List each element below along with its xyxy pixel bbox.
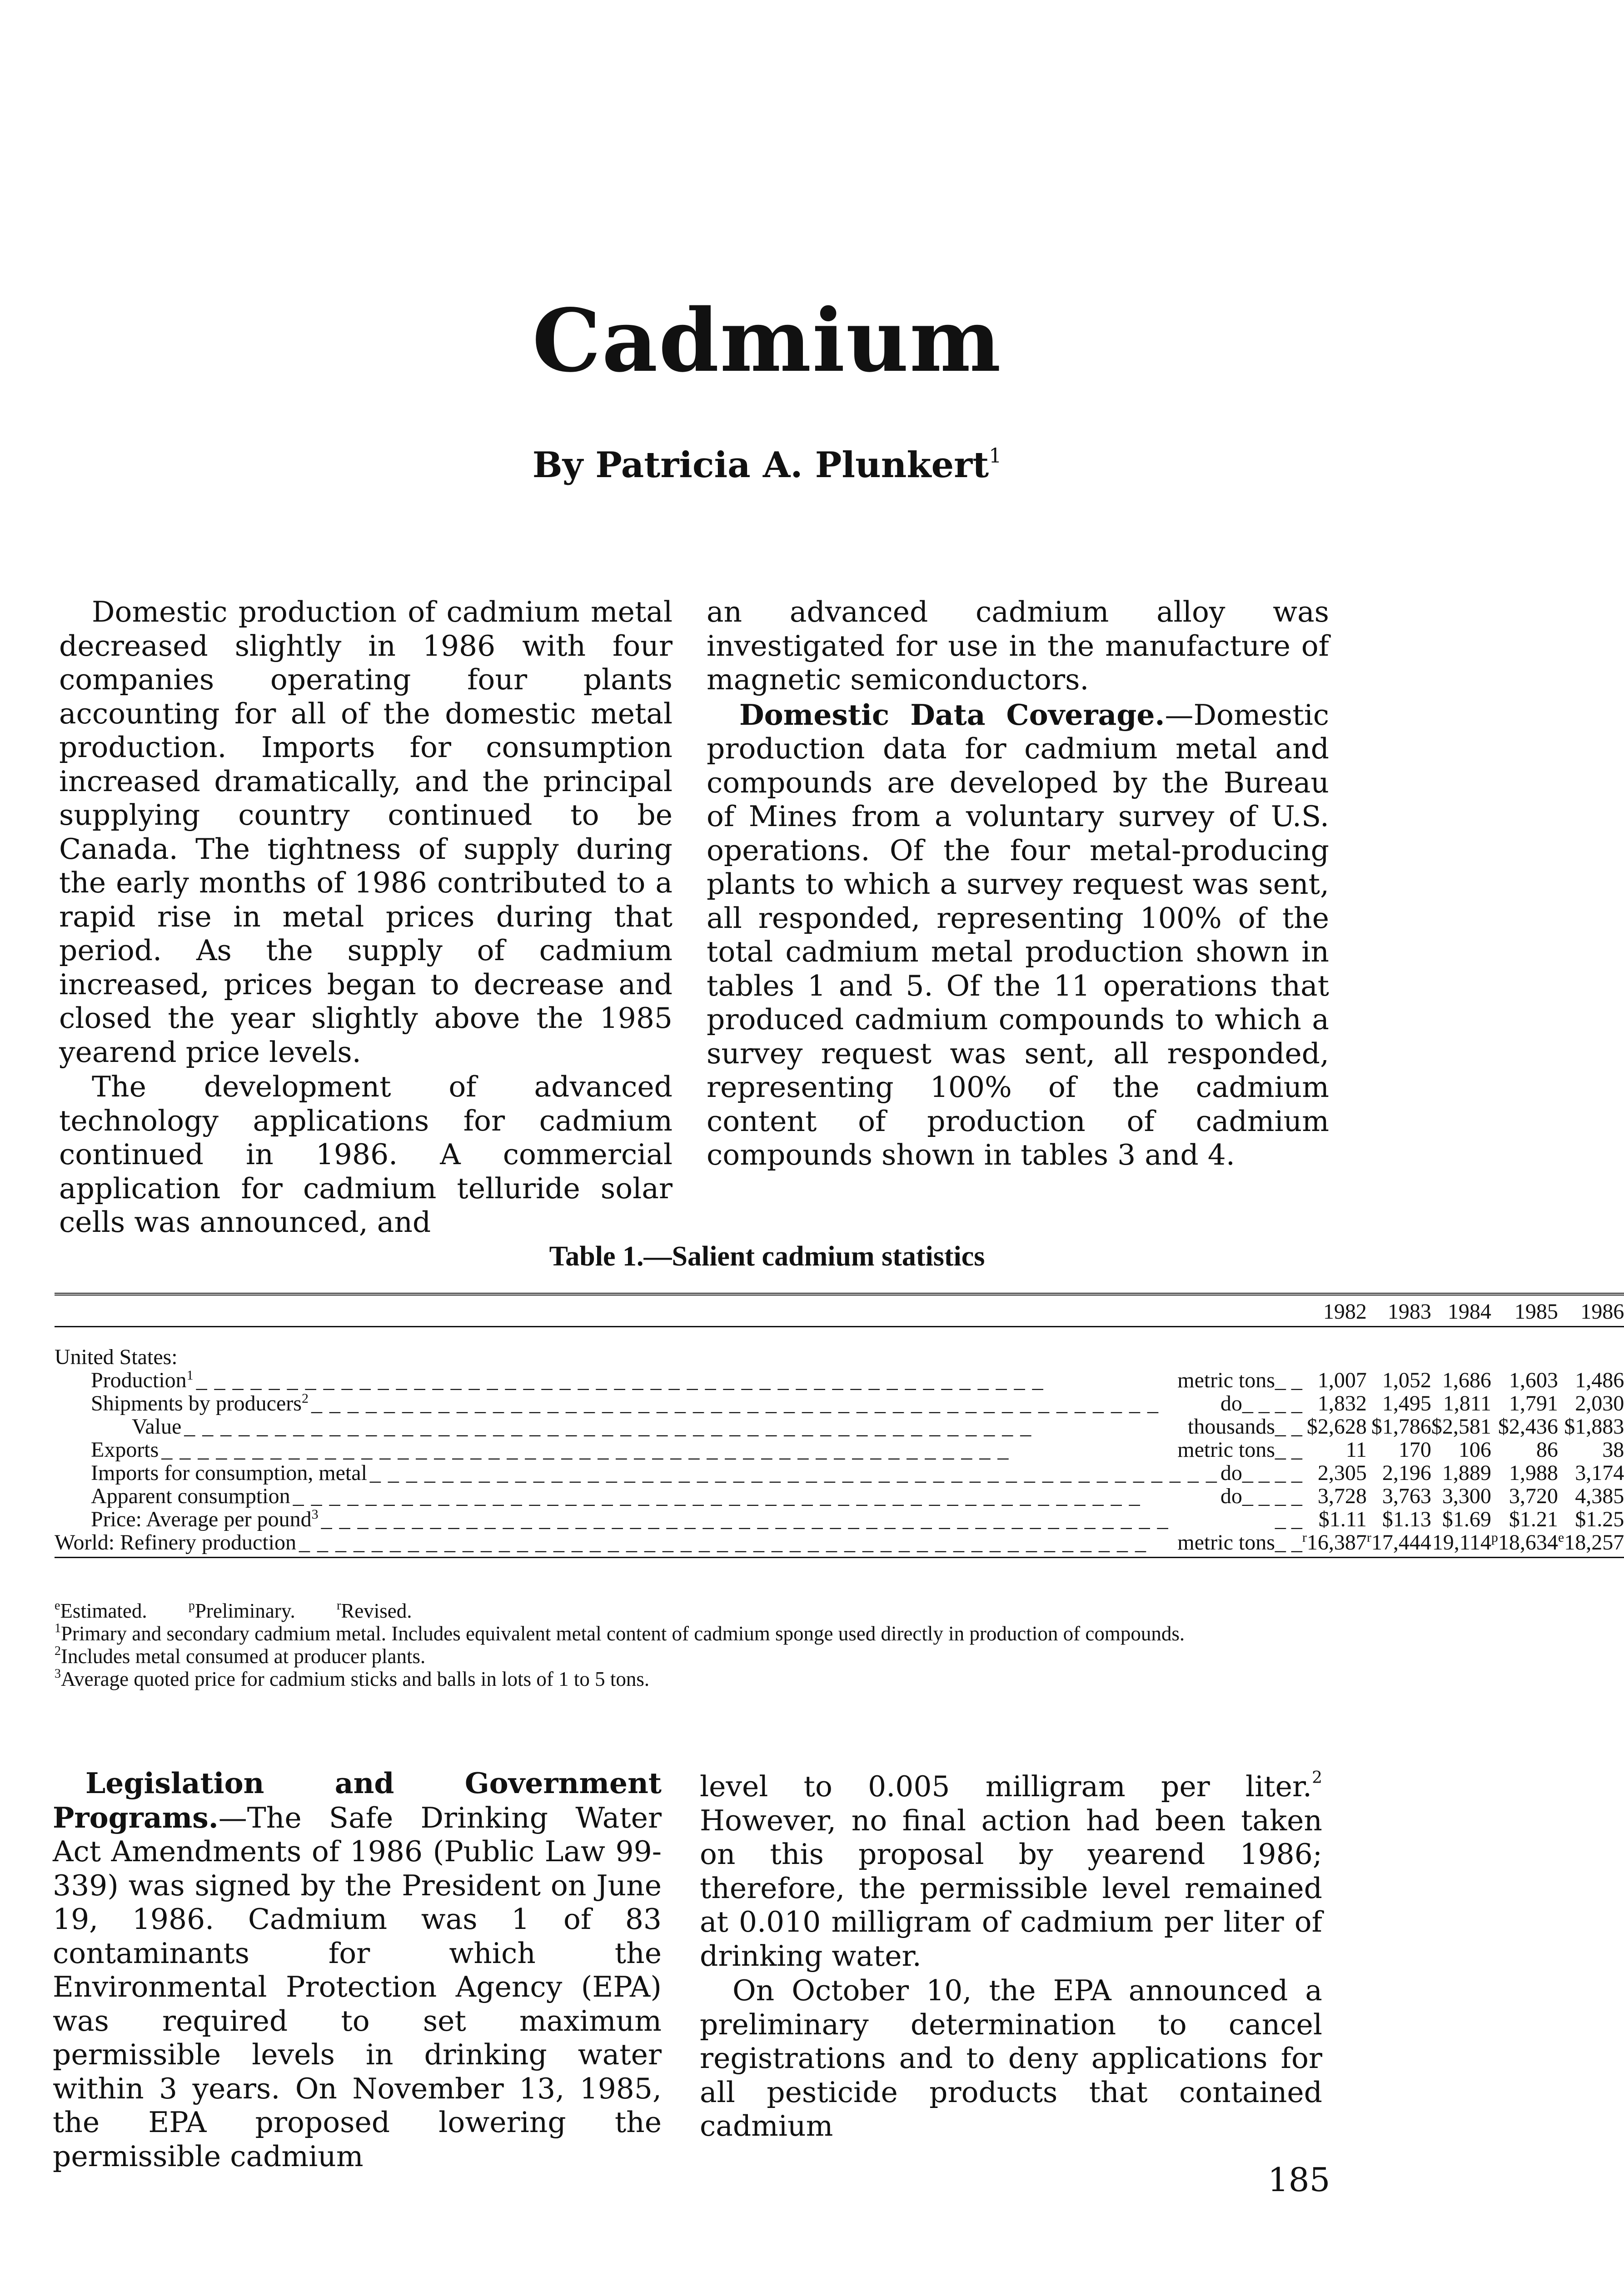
body-column-left: [53, 1766, 662, 2173]
table-row: Shipments by producers$^2$ _ _ _ _ _ _ _ _ _ _ _ _ _ _ _ _ _ _ _ _ _ _ _ _ _ _ _ _ _ _ _ _ _ _ _ _ _ _ _ _ _ _ _ _ _ _ _ do _ _ _ _ 1,832 1,495 1,811 1,791 2,030: [91, 1391, 1624, 1415]
table-row: Production$^1$ _ _ _ _ _ _ _ _ _ _ _ _ _ _ _ _ _ _ _ _ _ _ _ _ _ _ _ _ _ _ _ _ _ _ _ _ _ _ _ _ _ _ _ _ _ _ _ metric tons _ _ 1,007 1,052 1,686 1,603 1,486: [91, 1368, 1624, 1392]
author-name: By Patricia A. Plunkert: [532, 444, 989, 486]
cell: $1,883: [1564, 1415, 1624, 1439]
cell: 19,114: [1431, 1531, 1491, 1558]
cell: 3,174: [1575, 1461, 1624, 1485]
row-unit: metric tons: [1177, 1530, 1275, 1555]
paragraph: The development of advanced technology applications for cadmium continued in 1986. A commercial application for cadmium telluride solar cells was announced, and: [59, 1070, 673, 1239]
cell: $2,628: [1306, 1415, 1367, 1439]
cell: 1,486: [1575, 1368, 1624, 1392]
row-label: Apparent consumption: [91, 1484, 290, 1508]
cell: 4,385: [1575, 1484, 1624, 1508]
cell: 3,728: [1317, 1484, 1367, 1508]
row-unit: do: [1220, 1461, 1242, 1485]
cell: 1,603: [1509, 1368, 1558, 1392]
footnote: $^1$Primary and secondary cadmium metal. Includes equivalent metal content of cadmium sponge used directly in production of compounds.: [55, 1621, 1185, 1645]
table-header-label: [55, 1294, 1302, 1327]
table-section-row: [55, 1327, 1624, 1369]
cell: $2,581: [1431, 1415, 1491, 1439]
cell: $^r$17,444: [1367, 1531, 1431, 1558]
page-number: 185: [1268, 2161, 1330, 2199]
row-unit: do: [1220, 1484, 1242, 1508]
table-title: Table 1.—Salient cadmium statistics: [549, 1241, 985, 1272]
paragraph-text: —The Safe Drinking Water Act Amendments of 1986 (Public Law 99-339) was signed by the President on June 19, 1986. Cadmium was 1 of 83 contaminants for which the Environmental Protection Agency (EPA) was required to set maximum permissible levels in drinking water within 3 years. On November 13, 1985, the EPA proposed lowering the permissible cadmium: [53, 1801, 662, 2173]
footnote: $^2$Includes metal consumed at producer plants.: [55, 1644, 426, 1668]
year-header: 1984: [1431, 1294, 1491, 1327]
body-column-right: [700, 1770, 1322, 2143]
cell: 1,007: [1317, 1368, 1367, 1392]
year-header: 1982: [1302, 1294, 1367, 1327]
cell: $1.25: [1575, 1507, 1624, 1531]
paragraph: Domestic production of cadmium metal decreased slightly in 1986 with four companies operating four plants accounting for all of the domestic metal production. Imports for consumption increased dramatically, and the principal supplying country continued to be Canada. The tightness of supply during the early months of 1986 contributed to a rapid rise in metal prices during that period. As the supply of cadmium increased, prices began to decrease and closed the year slightly above the 1985 yearend price levels.: [59, 595, 673, 1069]
cell: 1,988: [1509, 1461, 1558, 1485]
cell: 1,495: [1382, 1391, 1431, 1415]
paragraph-text: —Domestic production data for cadmium metal and compounds are developed by the Bureau of Mines from a voluntary survey of U.S. operations. Of the four metal-producing plants to which a survey request was sent, all responded, representing 100% of the total cadmium metal production shown in tables 1 and 5. Of the 11 operations that produced cadmium compounds to which a survey request was sent, all responded, representing 100% of the cadmium content of production of cadmium compounds shown in tables 3 and 4.: [707, 698, 1329, 1171]
cell: $1.21: [1509, 1507, 1558, 1531]
cell: 1,791: [1509, 1391, 1558, 1415]
row-label: Imports for consumption, metal: [91, 1461, 367, 1485]
cell: 11: [1345, 1438, 1367, 1462]
table-row: Value _ _ _ _ _ _ _ _ _ _ _ _ _ _ _ _ _ _ _ _ _ _ _ _ _ _ _ _ _ _ _ _ _ _ _ _ _ _ _ _ _ _ _ _ _ _ _ thousands _ _ $2,628 $1,786 $2,581 $2,436 $1,883: [132, 1415, 1624, 1439]
cell: 1,686: [1442, 1368, 1491, 1392]
row-label: Value: [132, 1415, 182, 1439]
table-header-row: [55, 1294, 1624, 1327]
row-unit: thousands: [1187, 1415, 1275, 1439]
cell: $2,436: [1498, 1415, 1558, 1439]
table-row: Exports _ _ _ _ _ _ _ _ _ _ _ _ _ _ _ _ _ _ _ _ _ _ _ _ _ _ _ _ _ _ _ _ _ _ _ _ _ _ _ _ _ _ _ _ _ _ _ metric tons _ _ 11 170 106 86 38: [91, 1438, 1624, 1462]
paragraph: [53, 1766, 662, 2173]
paragraph: On October 10, the EPA announced a preliminary determination to cancel registrations and to deny applications for all pesticide products that contained cadmium: [700, 1974, 1322, 2142]
cell: 1,811: [1443, 1391, 1491, 1415]
cell: $1.11: [1318, 1507, 1367, 1531]
salient-statistics-table: [55, 1293, 1624, 1558]
row-unit: do: [1220, 1391, 1242, 1415]
cell: $1,786: [1371, 1415, 1431, 1439]
year-header: 1983: [1367, 1294, 1431, 1327]
footnote: $^3$Average quoted price for cadmium sticks and balls in lots of 1 to 5 tons.: [55, 1667, 650, 1690]
paragraph: [707, 698, 1329, 1172]
cell: $^r$16,387: [1302, 1531, 1367, 1558]
cell: 2,196: [1382, 1461, 1431, 1485]
cell: $1.13: [1382, 1507, 1431, 1531]
row-label: Exports: [91, 1438, 159, 1462]
cell: 1,052: [1382, 1368, 1431, 1392]
cell: 38: [1602, 1438, 1624, 1462]
row-label: Production$^1$: [91, 1368, 194, 1392]
table-row: Apparent consumption _ _ _ _ _ _ _ _ _ _ _ _ _ _ _ _ _ _ _ _ _ _ _ _ _ _ _ _ _ _ _ _ _ _ _ _ _ _ _ _ _ _ _ _ _ _ _ do _ _ _ _ 3,728 3,763 3,300 3,720 4,385: [91, 1484, 1624, 1508]
table-footnotes: [55, 1599, 1327, 1690]
cell: 3,300: [1442, 1484, 1491, 1508]
section-heading-legislation: Legislation and Government Programs.: [53, 1766, 662, 1834]
row-label: World: Refinery production: [55, 1530, 297, 1555]
section-label: United States:: [55, 1345, 178, 1369]
year-header: 1986: [1558, 1294, 1624, 1327]
row-label: Price: Average per pound$^3$: [91, 1507, 319, 1531]
cell: 1,889: [1442, 1461, 1491, 1485]
cell: 2,030: [1575, 1391, 1624, 1415]
article-byline: [0, 444, 1534, 486]
byline-footnote-ref: 1: [989, 444, 1002, 468]
table-row-world: World: Refinery production _ _ _ _ _ _ _ _ _ _ _ _ _ _ _ _ _ _ _ _ _ _ _ _ _ _ _ _ _ _ _ _ _ _ _ _ _ _ _ _ _ _ _ _ _ _ _ metric tons _ _ $^r$16,387 $^r$17,444 19,114 $^p$18,634 $^e$18,257: [55, 1531, 1624, 1558]
footnote-ref: 2: [1312, 1769, 1322, 1787]
cell: 2,305: [1317, 1461, 1367, 1485]
cell: 3,763: [1382, 1484, 1431, 1508]
row-label: Shipments by producers$^2$: [91, 1391, 309, 1415]
paragraph: level to 0.005 milligram per liter.$^2$ However, no final action had been taken on this proposal by yearend 1986; therefore, the permissible level remained at 0.010 milligram of cadmium per liter of drinking water.: [700, 1769, 1322, 1973]
intro-column-right: [707, 595, 1329, 1172]
cell: $^p$18,634: [1491, 1531, 1558, 1558]
cell: $1.69: [1442, 1507, 1491, 1531]
article-title: Cadmium: [532, 290, 1002, 391]
cell: 170: [1398, 1438, 1431, 1462]
section-heading-domestic-data-coverage: Domestic Data Coverage.: [739, 698, 1165, 732]
cell: 1,832: [1317, 1391, 1367, 1415]
table-row: Price: Average per pound$^3$ _ _ _ _ _ _ _ _ _ _ _ _ _ _ _ _ _ _ _ _ _ _ _ _ _ _ _ _ _ _ _ _ _ _ _ _ _ _ _ _ _ _ _ _ _ _ _ _ _ $1.11 $1.13 $1.69 $1.21 $1.25: [91, 1507, 1624, 1531]
symbol-legend: $^e$Estimated. $^p$Preliminary. $^r$Revised.: [55, 1599, 412, 1622]
year-header: 1985: [1491, 1294, 1558, 1327]
cell: 3,720: [1509, 1484, 1558, 1508]
cell: $^e$18,257: [1558, 1531, 1624, 1558]
cell: 86: [1536, 1438, 1558, 1462]
row-unit: metric tons: [1177, 1438, 1275, 1462]
paragraph: an advanced cadmium alloy was investigated for use in the manufacture of magnetic semiconductors.: [707, 595, 1329, 696]
row-unit: metric tons: [1177, 1368, 1275, 1392]
cell: 106: [1458, 1438, 1491, 1462]
table-row: Imports for consumption, metal _ _ _ _ _ _ _ _ _ _ _ _ _ _ _ _ _ _ _ _ _ _ _ _ _ _ _ _ _ _ _ _ _ _ _ _ _ _ _ _ _ _ _ _ _ _ _ do _ _ _ _ 2,305 2,196 1,889 1,988 3,174: [91, 1461, 1624, 1485]
intro-column-left: [59, 595, 673, 1240]
